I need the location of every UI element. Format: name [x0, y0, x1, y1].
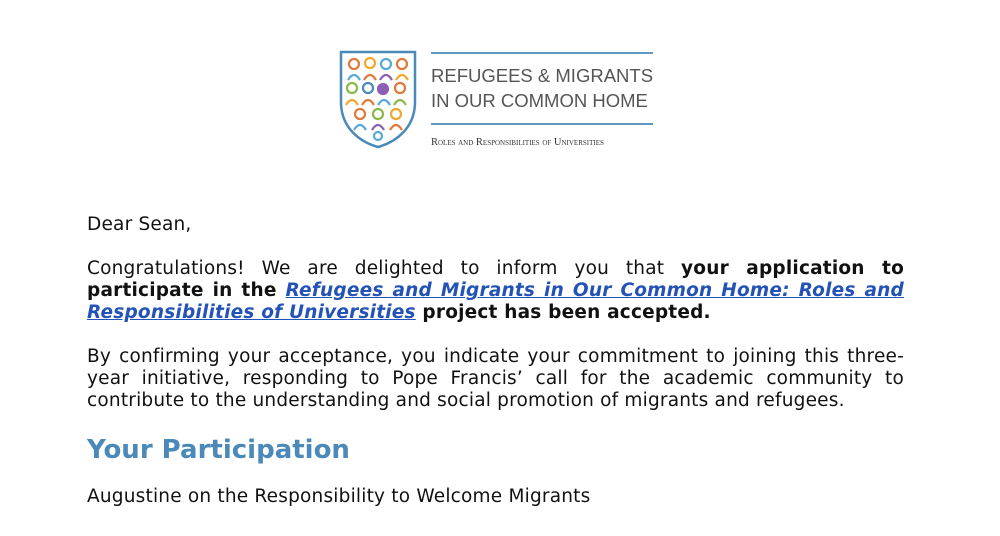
letter-body	[87, 214, 904, 508]
logo-subtitle: Roles and Responsibilities of Universities	[431, 137, 604, 148]
intro-text: Congratulations! We are delighted to inform you that	[87, 258, 682, 279]
bold-text-a: your application to participate in the	[87, 258, 904, 301]
acceptance-paragraph	[87, 258, 904, 324]
project-link[interactable]: Refugees and Migrants in Our Common Home: Roles and Responsibilities of Universities	[87, 280, 904, 323]
logo-graphic	[338, 50, 658, 150]
section-heading: Your Participation	[87, 435, 350, 465]
logo-title-line2: IN OUR COMMON HOME	[431, 90, 648, 111]
greeting: Dear Sean,	[87, 214, 192, 235]
commitment-paragraph: By confirming your acceptance, you indicate your commitment to joining this three-year initiative, responding to Pope Francis’ call for the academic community to contribute to the understanding and social promotion of migrants and refugees.	[87, 346, 904, 411]
participation-topic: Augustine on the Responsibility to Welcome Migrants	[87, 486, 591, 507]
project-logo	[338, 50, 658, 150]
logo-title-line1: REFUGEES & MIGRANTS	[431, 65, 654, 86]
bold-text-b: project has been accepted.	[415, 302, 711, 323]
